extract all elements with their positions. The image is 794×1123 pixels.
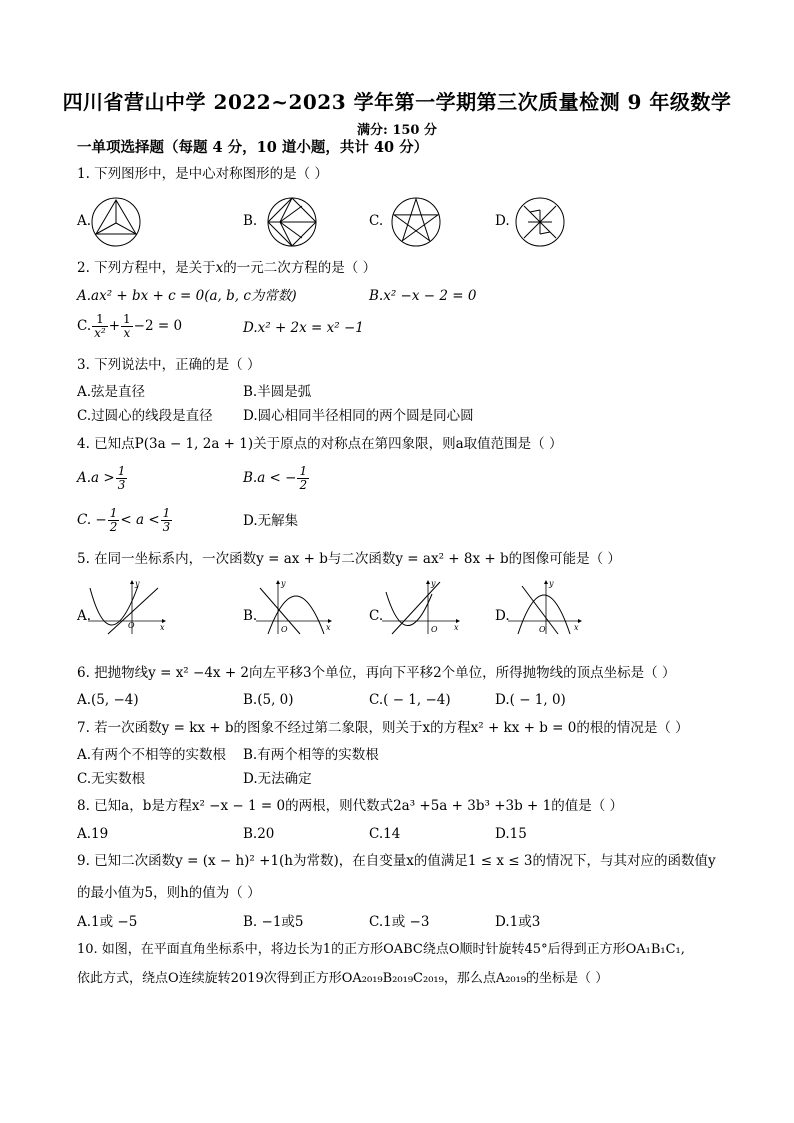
q4-option-d: D.无解集	[243, 513, 299, 529]
q2-c-tail: −2 = 0	[133, 318, 183, 334]
q1-figure-a	[90, 196, 142, 248]
q8-option-c: C.14	[369, 826, 401, 842]
q4-option-a	[77, 462, 128, 494]
q7-option-d: D.无法确定	[243, 771, 312, 787]
q9-stem-line2: 的最小值为5，则h的值为（ ）	[77, 885, 261, 901]
q4-a-frac: $\frac{1}{3}$	[117, 464, 126, 492]
svg-text:y: y	[281, 579, 286, 588]
q2-c-label: C.	[77, 318, 92, 334]
q8-option-a: A.19	[77, 826, 109, 842]
q2-stem-pre: 2. 下列方程中，是关于	[77, 260, 216, 276]
q7-option-a: A.有两个不相等的实数根	[77, 747, 227, 763]
q5-label-a: A.	[77, 608, 92, 624]
q1-label-d: D.	[495, 213, 510, 229]
q4-stem: 4. 已知点P(3a − 1, 2a + 1)关于原点的对称点在第四象限，则a取值范围是（ ）	[77, 436, 563, 452]
q3-option-d: D.圆心相同半径相同的两个圆是同心圆	[243, 408, 474, 424]
q8-option-d: D.15	[495, 826, 527, 842]
q8-option-b: B.20	[243, 826, 275, 842]
q6-option-c: C.( − 1, −4)	[369, 692, 451, 708]
svg-text:x: x	[574, 623, 579, 632]
svg-text:O: O	[539, 625, 546, 634]
q9-option-d: D.1或3	[495, 914, 541, 930]
svg-text:O: O	[431, 625, 438, 634]
q2-c-plus: +	[108, 318, 121, 334]
q8-stem: 8. 已知a，b是方程x² −x − 1 = 0的两根，则代数式2a³ +5a + 3b³ +3b + 1的值是（ ）	[77, 798, 624, 814]
svg-text:x: x	[326, 623, 331, 632]
q2-option-a: A.ax² + bx + c = 0(a, b, c为常数)	[77, 288, 297, 304]
q5-graph-b	[256, 578, 336, 636]
q9-option-c: C.1或 −3	[369, 914, 430, 930]
q3-option-b: B.半圆是弧	[243, 384, 312, 400]
svg-text:y: y	[549, 579, 554, 588]
svg-text:y: y	[135, 579, 140, 588]
q6-stem: 6. 把抛物线y = x² −4x + 2向左平移3个单位，再向下平移2个单位，所得抛物线的顶点坐标是（ ）	[77, 665, 676, 681]
svg-text:y: y	[431, 579, 436, 588]
q5-label-c: C.	[369, 608, 384, 624]
q4-c-mid: < a <	[120, 512, 160, 528]
q6-option-a: A.(5, −4)	[77, 692, 139, 708]
q6-option-b: B.(5, 0)	[243, 692, 294, 708]
exam-title: 四川省营山中学 2022~2023 学年第一学期第三次质量检测 9 年级数学	[62, 90, 732, 114]
q1-figure-c	[390, 196, 442, 248]
q2-c-frac-2: $\frac{1}{x}$	[123, 312, 131, 340]
q5-graph-c	[382, 578, 466, 636]
q1-figure-b	[266, 196, 318, 248]
q4-c-frac-2: $\frac{1}{3}$	[162, 506, 171, 534]
q2-stem-var: x	[215, 260, 224, 276]
q4-b-frac: $\frac{1}{2}$	[299, 464, 308, 492]
q5-graph-a	[88, 578, 168, 636]
q4-c-frac-1: $\frac{1}{2}$	[109, 506, 118, 534]
q6-option-d: D.( − 1, 0)	[495, 692, 566, 708]
q2-c-frac-1: $\frac{1}{\text{x²}}$	[94, 312, 106, 340]
q2-stem	[77, 259, 376, 277]
q3-stem: 3. 下列说法中，正确的是（ ）	[77, 357, 261, 373]
section-heading: 一单项选择题（每题 4 分，10 道小题，共计 40 分）	[77, 139, 429, 156]
q2-option-c	[77, 312, 182, 340]
q1-label-c: C.	[369, 213, 384, 229]
q4-option-b	[243, 462, 310, 494]
q2-option-b: B.x² −x − 2 = 0	[369, 288, 477, 304]
q5-label-b: B.	[243, 608, 258, 624]
q10-stem-line1: 10. 如图，在平面直角坐标系中，将边长为1的正方形OABC绕点O顺时针旋转45°后得到正方形OA₁B₁C₁,	[77, 942, 685, 957]
q1-label-a: A.	[77, 213, 92, 229]
q2-stem-post: 的一元二次方程的是（ ）	[223, 260, 377, 276]
svg-text:O: O	[128, 621, 135, 630]
full-score: 满分: 150 分	[357, 123, 437, 138]
q3-option-c: C.过圆心的线段是直径	[77, 408, 213, 424]
q1-stem: 1. 下列图形中，是中心对称图形的是（ ）	[77, 166, 328, 182]
q1-label-b: B.	[243, 213, 258, 229]
q1-figure-d	[514, 196, 566, 248]
q4-a-label: A.a >	[77, 470, 115, 486]
q10-stem-line2: 依此方式，绕点O连续旋转2019次得到正方形OA₂₀₁₉B₂₀₁₉C₂₀₁₉，那么点A₂₀₁₉的坐标是（ ）	[77, 971, 609, 986]
q9-option-b: B. −1或5	[243, 914, 304, 930]
q7-option-c: C.无实数根	[77, 771, 146, 787]
q5-graph-d	[508, 578, 588, 636]
q9-stem-line1: 9. 已知二次函数y = (x − h)² +1(h为常数)，在自变量x的值满足1 ≤ x ≤ 3的情况下，与其对应的函数值y	[77, 853, 716, 869]
q7-stem: 7. 若一次函数y = kx + b的图象不经过第二象限，则关于x的方程x² + kx + b = 0的根的情况是（ ）	[77, 720, 689, 736]
q5-label-d: D.	[495, 608, 510, 624]
q4-option-c	[77, 504, 173, 536]
q2-option-d: D.x² + 2x = x² −1	[243, 320, 364, 336]
q4-c-label: C. −	[77, 512, 107, 528]
svg-text:O: O	[281, 625, 288, 634]
q4-b-label: B.a < −	[243, 470, 297, 486]
q7-option-b: B.有两个相等的实数根	[243, 747, 379, 763]
q9-option-a: A.1或 −5	[77, 914, 138, 930]
q5-stem: 5. 在同一坐标系内，一次函数y = ax + b与二次函数y = ax² + 8x + b的图像可能是（ ）	[77, 551, 621, 567]
q3-option-a: A.弦是直径	[77, 384, 146, 400]
svg-text:x: x	[160, 623, 165, 632]
svg-text:x: x	[454, 623, 459, 632]
